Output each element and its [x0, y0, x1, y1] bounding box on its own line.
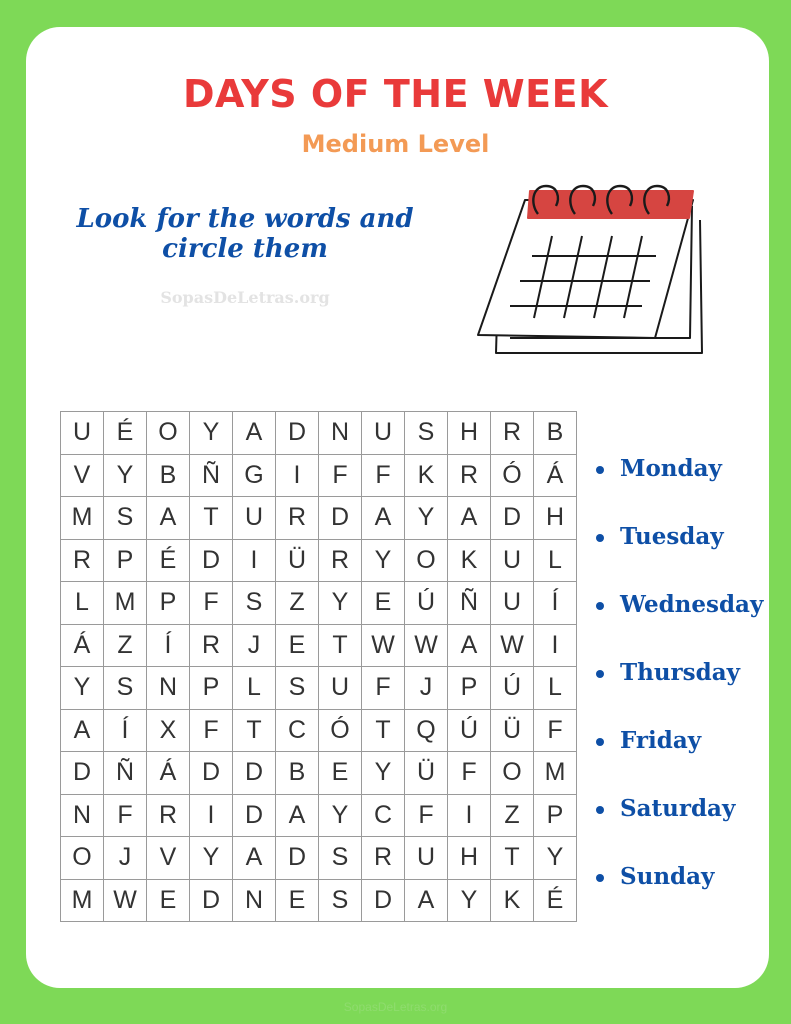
grid-cell[interactable]: D	[276, 412, 319, 455]
word-label: Thursday	[620, 659, 740, 686]
grid-cell[interactable]: Z	[491, 794, 534, 837]
grid-cell[interactable]: F	[319, 454, 362, 497]
grid-cell[interactable]: B	[534, 412, 577, 455]
grid-cell[interactable]: L	[233, 667, 276, 710]
grid-cell[interactable]: F	[104, 794, 147, 837]
grid-cell[interactable]: Ñ	[104, 752, 147, 795]
grid-cell[interactable]: U	[405, 837, 448, 880]
grid-cell[interactable]: R	[319, 539, 362, 582]
word-list-item	[596, 863, 763, 931]
grid-cell[interactable]: D	[190, 752, 233, 795]
grid-cell[interactable]: X	[147, 709, 190, 752]
grid-row	[61, 667, 577, 710]
watermark: SopasDeLetras.org	[160, 288, 330, 307]
grid-cell[interactable]: H	[534, 497, 577, 540]
grid-cell[interactable]: D	[491, 497, 534, 540]
grid-cell[interactable]: Ñ	[190, 454, 233, 497]
grid-cell[interactable]: H	[448, 837, 491, 880]
grid-cell[interactable]: L	[61, 582, 104, 625]
bullet-icon	[596, 534, 604, 542]
grid-cell[interactable]: Q	[405, 709, 448, 752]
grid-cell[interactable]: Y	[190, 412, 233, 455]
grid-cell[interactable]: Ú	[448, 709, 491, 752]
grid-cell[interactable]: U	[362, 412, 405, 455]
grid-cell[interactable]: V	[61, 454, 104, 497]
grid-cell[interactable]: N	[233, 879, 276, 922]
word-label: Sunday	[620, 863, 715, 890]
word-label: Friday	[620, 727, 702, 754]
instruction-text: Look for the words and circle them	[76, 204, 414, 264]
grid-cell[interactable]: T	[233, 709, 276, 752]
grid-cell[interactable]: W	[362, 624, 405, 667]
grid-cell[interactable]: Y	[405, 497, 448, 540]
grid-cell[interactable]: M	[104, 582, 147, 625]
grid-cell[interactable]: Á	[61, 624, 104, 667]
grid-cell[interactable]: G	[233, 454, 276, 497]
grid-cell[interactable]: V	[147, 837, 190, 880]
grid-cell[interactable]: R	[61, 539, 104, 582]
grid-cell[interactable]: K	[405, 454, 448, 497]
grid-cell[interactable]: B	[147, 454, 190, 497]
grid-cell[interactable]: L	[534, 667, 577, 710]
grid-cell[interactable]: D	[362, 879, 405, 922]
grid-cell[interactable]: S	[319, 879, 362, 922]
grid-row	[61, 497, 577, 540]
grid-cell[interactable]: E	[147, 879, 190, 922]
bullet-icon	[596, 806, 604, 814]
bullet-icon	[596, 874, 604, 882]
footer-watermark: SopasDeLetras.org	[343, 1000, 448, 1014]
grid-cell[interactable]: R	[147, 794, 190, 837]
grid-cell[interactable]: Í	[147, 624, 190, 667]
grid-cell[interactable]: S	[104, 667, 147, 710]
bullet-icon	[596, 738, 604, 746]
word-label: Monday	[620, 455, 722, 482]
grid-cell[interactable]: Y	[319, 794, 362, 837]
grid-cell[interactable]: Ü	[276, 539, 319, 582]
word-list-item	[596, 523, 763, 591]
grid-cell[interactable]: D	[190, 879, 233, 922]
grid-cell[interactable]: P	[448, 667, 491, 710]
grid-cell[interactable]: Ñ	[448, 582, 491, 625]
grid-cell[interactable]: O	[61, 837, 104, 880]
grid-cell[interactable]: F	[190, 709, 233, 752]
grid-cell[interactable]: U	[61, 412, 104, 455]
word-search-grid	[60, 411, 577, 922]
grid-cell[interactable]: K	[448, 539, 491, 582]
grid-cell[interactable]: B	[276, 752, 319, 795]
grid-cell[interactable]: R	[491, 412, 534, 455]
grid-cell[interactable]: H	[448, 412, 491, 455]
word-list-item	[596, 591, 763, 659]
grid-cell[interactable]: Ü	[491, 709, 534, 752]
page-title: DAYS OF THE WEEK	[182, 72, 609, 116]
calendar-icon	[470, 178, 705, 358]
grid-row	[61, 709, 577, 752]
grid-cell[interactable]: O	[491, 752, 534, 795]
grid-cell[interactable]: N	[61, 794, 104, 837]
grid-cell[interactable]: Ú	[491, 667, 534, 710]
word-list	[596, 455, 763, 931]
grid-cell[interactable]: Í	[104, 709, 147, 752]
level-subtitle: Medium Level	[301, 130, 490, 158]
grid-cell[interactable]: D	[319, 497, 362, 540]
grid-cell[interactable]: D	[233, 752, 276, 795]
grid-cell[interactable]: R	[276, 497, 319, 540]
grid-cell[interactable]: T	[491, 837, 534, 880]
grid-cell[interactable]: T	[319, 624, 362, 667]
grid-cell[interactable]: W	[104, 879, 147, 922]
grid-cell[interactable]: C	[276, 709, 319, 752]
grid-cell[interactable]: I	[276, 454, 319, 497]
word-label: Tuesday	[620, 523, 724, 550]
grid-cell[interactable]: S	[276, 667, 319, 710]
grid-cell[interactable]: A	[448, 497, 491, 540]
grid-cell[interactable]: O	[405, 539, 448, 582]
grid-cell[interactable]: P	[104, 539, 147, 582]
grid-cell[interactable]: L	[534, 539, 577, 582]
grid-cell[interactable]: F	[448, 752, 491, 795]
grid-cell[interactable]: Ó	[319, 709, 362, 752]
grid-cell[interactable]: Í	[534, 582, 577, 625]
word-list-item	[596, 455, 763, 523]
grid-cell[interactable]: A	[147, 497, 190, 540]
grid-row	[61, 837, 577, 880]
grid-cell[interactable]: J	[405, 667, 448, 710]
grid-cell[interactable]: É	[104, 412, 147, 455]
grid-cell[interactable]: W	[491, 624, 534, 667]
grid-cell[interactable]: Y	[104, 454, 147, 497]
grid-row	[61, 454, 577, 497]
grid-row	[61, 539, 577, 582]
grid-cell[interactable]: U	[319, 667, 362, 710]
grid-cell[interactable]: Y	[534, 837, 577, 880]
grid-cell[interactable]: Ú	[405, 582, 448, 625]
grid-cell[interactable]: Y	[190, 837, 233, 880]
grid-cell[interactable]: A	[61, 709, 104, 752]
grid-cell[interactable]: E	[362, 582, 405, 625]
grid-cell[interactable]: Ü	[405, 752, 448, 795]
word-list-item	[596, 727, 763, 795]
grid-cell[interactable]: C	[362, 794, 405, 837]
bullet-icon	[596, 602, 604, 610]
grid-row	[61, 794, 577, 837]
grid-cell[interactable]: T	[362, 709, 405, 752]
grid-row	[61, 624, 577, 667]
grid-cell[interactable]: A	[233, 412, 276, 455]
grid-cell[interactable]: F	[190, 582, 233, 625]
grid-cell[interactable]: S	[319, 837, 362, 880]
grid-cell[interactable]: K	[491, 879, 534, 922]
grid-cell[interactable]: T	[190, 497, 233, 540]
grid-cell[interactable]: Z	[104, 624, 147, 667]
grid-cell[interactable]: Y	[362, 752, 405, 795]
word-label: Saturday	[620, 795, 736, 822]
grid-cell[interactable]: F	[405, 794, 448, 837]
bullet-icon	[596, 466, 604, 474]
grid-cell[interactable]: U	[491, 539, 534, 582]
grid-cell[interactable]: A	[405, 879, 448, 922]
grid-row	[61, 752, 577, 795]
grid-cell[interactable]: I	[190, 794, 233, 837]
grid-cell[interactable]: A	[448, 624, 491, 667]
grid-cell[interactable]: Y	[362, 539, 405, 582]
grid-cell[interactable]: É	[534, 879, 577, 922]
grid-row	[61, 582, 577, 625]
bullet-icon	[596, 670, 604, 678]
grid-cell[interactable]: S	[104, 497, 147, 540]
grid-cell[interactable]: F	[362, 667, 405, 710]
grid-cell[interactable]: D	[233, 794, 276, 837]
grid-cell[interactable]: F	[534, 709, 577, 752]
grid-cell[interactable]: N	[319, 412, 362, 455]
grid-cell[interactable]: Á	[534, 454, 577, 497]
grid-cell[interactable]: R	[190, 624, 233, 667]
grid-cell[interactable]: Á	[147, 752, 190, 795]
grid-cell[interactable]: D	[276, 837, 319, 880]
grid-cell[interactable]: S	[233, 582, 276, 625]
grid-cell[interactable]: E	[276, 879, 319, 922]
grid-cell[interactable]: P	[147, 582, 190, 625]
grid-cell[interactable]: P	[190, 667, 233, 710]
grid-cell[interactable]: U	[233, 497, 276, 540]
grid-cell[interactable]: J	[233, 624, 276, 667]
grid-cell[interactable]: N	[147, 667, 190, 710]
grid-cell[interactable]: S	[405, 412, 448, 455]
grid-cell[interactable]: Y	[319, 582, 362, 625]
grid-cell[interactable]: F	[362, 454, 405, 497]
grid-cell[interactable]: Z	[276, 582, 319, 625]
grid-cell[interactable]: D	[190, 539, 233, 582]
grid-cell[interactable]: E	[319, 752, 362, 795]
grid-cell[interactable]: R	[448, 454, 491, 497]
word-list-item	[596, 659, 763, 727]
grid-cell[interactable]: W	[405, 624, 448, 667]
grid-cell[interactable]: A	[233, 837, 276, 880]
grid-cell[interactable]: Y	[61, 667, 104, 710]
grid-cell[interactable]: U	[491, 582, 534, 625]
grid-cell[interactable]: J	[104, 837, 147, 880]
grid-cell[interactable]: M	[61, 879, 104, 922]
grid-row	[61, 412, 577, 455]
grid-cell[interactable]: Y	[448, 879, 491, 922]
grid-cell[interactable]: O	[147, 412, 190, 455]
grid-cell[interactable]: É	[147, 539, 190, 582]
grid-cell[interactable]: A	[276, 794, 319, 837]
grid-cell[interactable]: I	[233, 539, 276, 582]
grid-cell[interactable]: R	[362, 837, 405, 880]
word-list-item	[596, 795, 763, 863]
grid-cell[interactable]: M	[534, 752, 577, 795]
grid-cell[interactable]: Ó	[491, 454, 534, 497]
word-label: Wednesday	[620, 591, 764, 618]
grid-row	[61, 879, 577, 922]
grid-cell[interactable]: E	[276, 624, 319, 667]
grid-cell[interactable]: I	[448, 794, 491, 837]
grid-cell[interactable]: D	[61, 752, 104, 795]
grid-cell[interactable]: A	[362, 497, 405, 540]
grid-cell[interactable]: I	[534, 624, 577, 667]
grid-cell[interactable]: M	[61, 497, 104, 540]
grid-cell[interactable]: P	[534, 794, 577, 837]
